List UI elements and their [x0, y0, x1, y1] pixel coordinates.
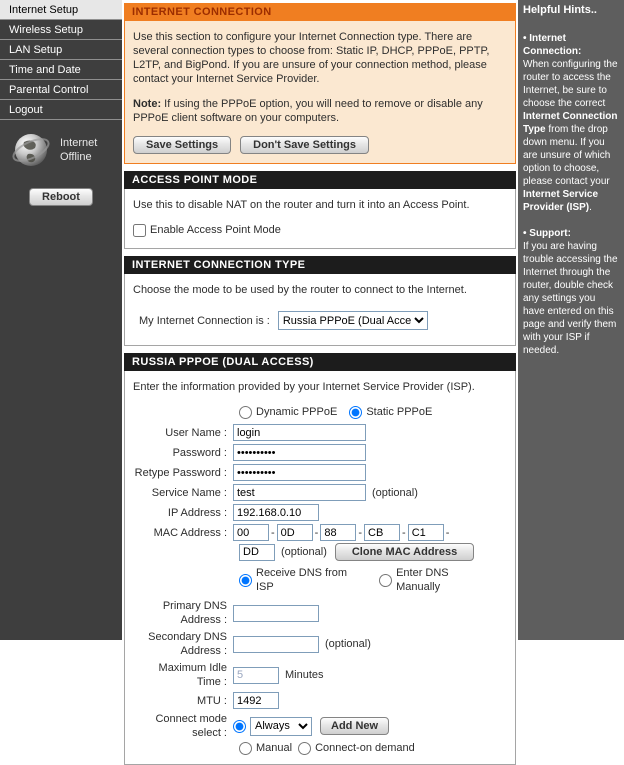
reboot-button[interactable]: Reboot: [29, 188, 93, 206]
connect-mode-manual-radio[interactable]: [239, 742, 252, 755]
russia-pppoe-description: Enter the information provided by your Internet Service Provider (ISP).: [133, 381, 475, 393]
enter-dns-manually-radio[interactable]: [379, 574, 392, 587]
connection-select-label: My Internet Connection is :: [139, 314, 270, 327]
mac-octet-5-input[interactable]: [408, 524, 444, 541]
primary-dns-label: Primary DNS Address :: [162, 600, 227, 626]
mac-octet-6-input[interactable]: [239, 544, 275, 561]
receive-dns-from-isp-label[interactable]: Receive DNS from ISP: [256, 567, 348, 593]
hint-text: If you are having trouble accessing the Internet through the router, double check any settings you have entered on this page and verify them with your ISP if needed.: [523, 241, 618, 356]
hint-text-part: When configuring the router to access the Internet, be sure to choose the correct: [523, 59, 618, 109]
static-pppoe-label[interactable]: Static PPPoE: [366, 406, 433, 418]
hint-heading: • Internet Connection:: [523, 33, 582, 57]
max-idle-minutes-label: Minutes: [285, 669, 324, 681]
secondary-dns-input[interactable]: [233, 636, 319, 653]
sidebar-item-time-and-date[interactable]: Time and Date: [0, 60, 122, 80]
connect-on-demand-radio[interactable]: [298, 742, 311, 755]
service-name-optional: (optional): [372, 486, 418, 499]
mtu-input[interactable]: [233, 692, 279, 709]
left-nav-sidebar: [0, 0, 122, 640]
connect-mode-label: Connect mode select :: [155, 713, 227, 739]
hint-support: [523, 227, 619, 357]
connect-mode-manual-label[interactable]: Manual: [256, 742, 293, 754]
mac-octet-1-input[interactable]: [233, 524, 269, 541]
mac-dash: -: [445, 526, 450, 539]
helpful-hints-title: Helpful Hints..: [523, 4, 597, 16]
section-title: INTERNET CONNECTION: [124, 3, 516, 21]
intro-paragraph: Use this section to configure your Internet Connection type. There are several connection types to choose from: Static IP, DHCP, PPPoE, PPTP, L2TP, and BigPond. If you are unsure of your connection method, please contact your Internet Service Provider.: [133, 31, 490, 85]
dynamic-pppoe-radio[interactable]: [239, 406, 252, 419]
connection-type-select[interactable]: [278, 311, 428, 330]
secondary-dns-optional: (optional): [325, 638, 371, 650]
section-title: RUSSIA PPPOE (DUAL ACCESS): [124, 353, 516, 371]
sidebar-item-wireless-setup[interactable]: Wireless Setup: [0, 20, 122, 40]
dynamic-pppoe-label[interactable]: Dynamic PPPoE: [256, 406, 338, 418]
section-internet-connection: [124, 3, 516, 164]
mac-dash: -: [271, 526, 275, 539]
note-text: If using the PPPoE option, you will need to remove or disable any PPPoE client software on your computers.: [133, 98, 483, 124]
hint-text-part: from the drop down menu. If you are unsure of which option to choose, please contact your: [523, 124, 611, 187]
hint-text-part: .: [589, 202, 592, 213]
access-point-description: Use this to disable NAT on the router and turn it into an Access Point.: [133, 199, 470, 211]
save-settings-button[interactable]: Save Settings: [133, 136, 231, 154]
mac-octet-4-input[interactable]: [364, 524, 400, 541]
mtu-label: MTU :: [197, 694, 227, 707]
section-title: INTERNET CONNECTION TYPE: [124, 256, 516, 274]
hint-internet-connection: [523, 32, 619, 214]
mac-address-label: MAC Address :: [153, 526, 227, 539]
hint-text: [523, 58, 619, 214]
mac-optional: (optional): [281, 546, 327, 558]
note-label: Note:: [133, 98, 162, 110]
max-idle-time-input[interactable]: [233, 667, 279, 684]
hint-text-bold: Internet Connection Type: [523, 111, 618, 135]
sidebar-item-internet-setup[interactable]: Internet Setup: [0, 0, 122, 20]
helpful-hints-sidebar: [518, 0, 624, 640]
retype-password-label: Retype Password :: [134, 466, 227, 479]
dont-save-settings-button[interactable]: Don't Save Settings: [240, 136, 369, 154]
service-name-label: Service Name :: [151, 486, 227, 499]
sidebar-item-parental-control[interactable]: Parental Control: [0, 80, 122, 100]
mac-dash: -: [402, 526, 406, 539]
max-idle-time-label: Maximum Idle Time :: [158, 662, 227, 688]
mac-dash: -: [314, 526, 319, 539]
connect-on-demand-label[interactable]: Connect-on demand: [315, 742, 415, 754]
mac-dash: -: [358, 526, 363, 539]
main-content: [122, 0, 518, 754]
note-paragraph: [133, 97, 507, 125]
add-new-button[interactable]: Add New: [320, 717, 389, 735]
always-select[interactable]: [250, 717, 312, 736]
globe-icon: [10, 130, 54, 170]
sidebar-item-lan-setup[interactable]: LAN Setup: [0, 40, 122, 60]
primary-dns-input[interactable]: [233, 605, 319, 622]
receive-dns-from-isp-radio[interactable]: [239, 574, 252, 587]
password-input[interactable]: [233, 444, 366, 461]
service-name-input[interactable]: [233, 484, 366, 501]
mac-octet-2-input[interactable]: [277, 524, 313, 541]
ip-address-label: IP Address :: [167, 506, 227, 519]
static-pppoe-radio[interactable]: [349, 406, 362, 419]
internet-status-text: Internet Offline: [60, 137, 98, 163]
internet-status: [0, 120, 122, 174]
hint-heading: • Support:: [523, 228, 571, 239]
clone-mac-address-button[interactable]: Clone MAC Address: [335, 543, 474, 561]
connect-mode-always-radio[interactable]: [233, 720, 246, 733]
ip-address-input[interactable]: [233, 504, 319, 521]
section-russia-pppoe: [124, 353, 516, 765]
enable-access-point-checkbox[interactable]: [133, 224, 146, 237]
secondary-dns-label: Secondary DNS Address :: [148, 631, 227, 657]
connection-type-description: Choose the mode to be used by the router to connect to the Internet.: [133, 284, 467, 296]
enter-dns-manually-label[interactable]: Enter DNS Manually: [396, 567, 449, 593]
section-access-point-mode: [124, 171, 516, 249]
password-label: Password :: [172, 446, 227, 459]
section-internet-connection-type: [124, 256, 516, 346]
sidebar-item-logout[interactable]: Logout: [0, 100, 122, 120]
hint-text-bold: Internet Service Provider (ISP): [523, 189, 599, 213]
section-title: ACCESS POINT MODE: [124, 171, 516, 189]
user-name-input[interactable]: [233, 424, 366, 441]
enable-access-point-label[interactable]: Enable Access Point Mode: [150, 224, 281, 236]
user-name-label: User Name :: [165, 426, 227, 439]
retype-password-input[interactable]: [233, 464, 366, 481]
mac-octet-3-input[interactable]: [320, 524, 356, 541]
